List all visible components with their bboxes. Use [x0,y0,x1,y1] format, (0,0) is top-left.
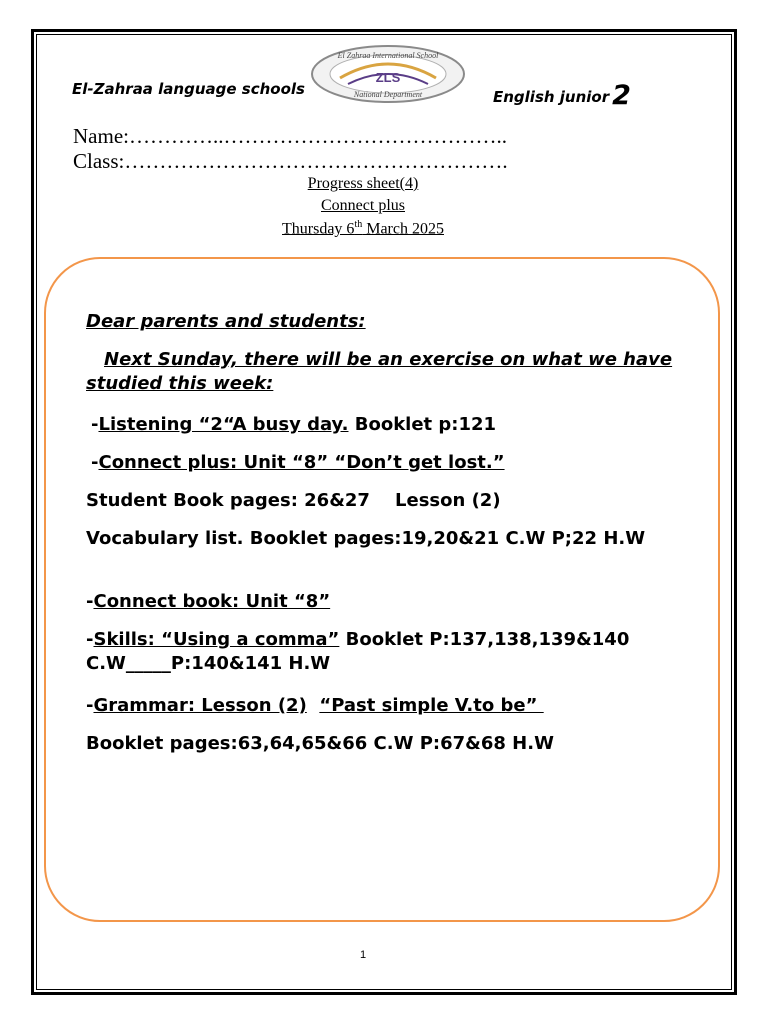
skills-item [86,628,711,676]
logo-bottom-text: National Department [353,90,423,99]
connect-plus-item [91,451,716,475]
school-logo [310,44,466,104]
school-name: El-Zahraa language schools [72,80,305,98]
listening-pages: Booklet p:121 [348,414,497,435]
date-sup: th [354,219,363,230]
sheet-date [0,219,726,238]
connect-book-title: Connect book: Unit “8” [93,591,331,612]
skills-title: Skills: “Using a comma” [93,629,340,650]
connect-plus-title: Connect plus: Unit “8” “Don’t get lost.” [98,452,505,473]
grammar-space [307,695,320,716]
connect-book-dash: - [86,591,94,612]
name-field: Name:…………..………………………………….. [73,124,507,148]
skills-pages-cw: Booklet P:137,138,139&140 C.W [86,629,630,674]
grammar-booklet-line: Booklet pages:63,64,65&66 C.W P:67&68 H.W [86,733,554,754]
listening-dash: - [91,414,99,435]
grade-number: 2 [612,80,631,111]
skills-gap: _____ [125,653,171,674]
logo-center-text: ZLS [375,70,401,85]
subject-label [493,80,631,111]
greeting: Dear parents and students: [86,311,366,332]
course-name: Connect plus [321,197,405,214]
skills-pages-hw: P:140&141 H.W [170,653,331,674]
page-number: 1 [359,949,367,961]
connect-book-item [86,590,711,614]
vocabulary-line: Vocabulary list. Booklet pages:19,20&21 C.W P;22 H.W [86,528,646,549]
intro-text: Next Sunday, there will be an exercise on what we have studied this week: [86,349,673,394]
grammar-item [86,694,711,718]
date-prefix: Thursday 6 [282,220,355,238]
connect-dash: - [91,452,99,473]
class-field: Class:………………………………………………. [73,149,508,173]
student-book-line: Student Book pages: 26&27 Lesson (2) [86,490,501,511]
skills-dash: - [86,629,94,650]
grammar-topic: “Past simple V.to be” [319,695,544,716]
date-suffix: March 2025 [362,220,444,238]
subject-text: English junior [493,88,610,106]
listening-title: Listening “2“A busy day. [98,414,349,435]
listening-item [91,413,716,437]
logo-top-text: El Zahraa International School [337,51,439,60]
grammar-title: Grammar: Lesson (2) [93,695,307,716]
sheet-title: Progress sheet(4) [307,175,419,192]
grammar-dash: - [86,695,94,716]
